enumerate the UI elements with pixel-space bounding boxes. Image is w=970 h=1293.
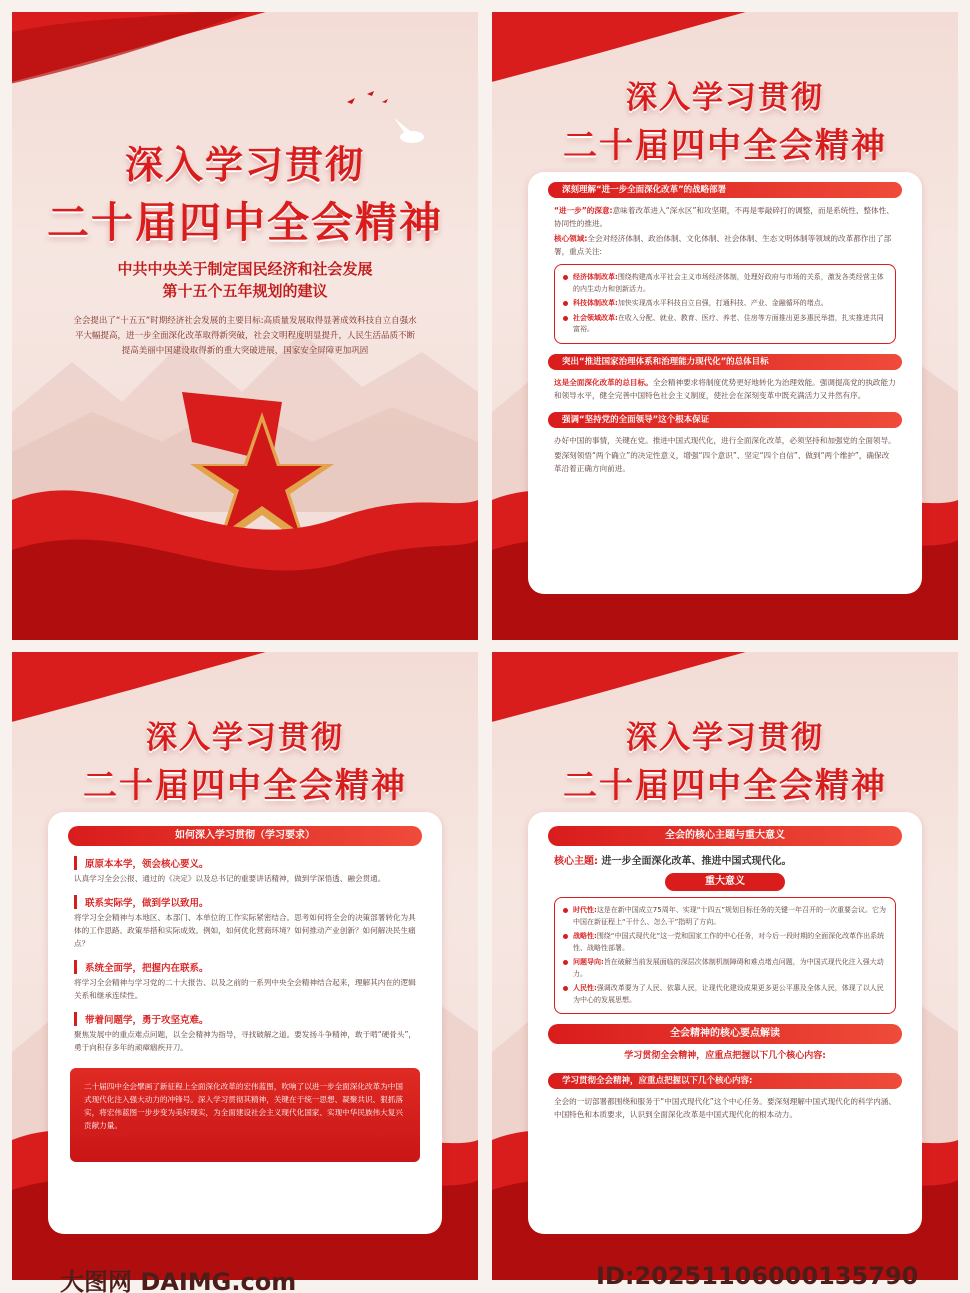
item-label: 经济体制改革: [573,273,618,281]
list-item [563,272,887,295]
item-heading: 系统全面学，把握内在联系。 [74,960,416,974]
item-label: 人民性: [573,984,597,992]
item-text: 将学习全会精神与学习党的二十大报告、以及之前的一系列中央全会精神结合起来，理解其内在的逻辑关系和继承连续性。 [74,978,416,1000]
section-bar: 学习贯彻全会精神，应重点把握以下几个核心内容: [548,1073,902,1089]
item-text: 围绕构建高水平社会主义市场经济体制，处理好政府与市场的关系，激发各类经营主体的内生动力和创新活力。 [573,273,884,293]
poster-study-requirements [12,652,478,1280]
para-label: “进一步”的深意: [554,206,613,215]
subtitle-line2: 第十五个五年规划的建议 [162,282,328,300]
section-bar: 如何深入学习贯彻（学习要求） [68,826,422,846]
poster-title-line2: 二十届四中全会精神 [563,126,887,166]
section-bar: 深刻理解“进一步全面深化改革”的战略部署 [548,182,902,198]
para-text: 全会精神要求将制度优势更好地转化为治理效能。强调提高党的执政能力和领导水平，健全完善中国特色社会主义制度，使社会在深刻变革中既充满活力又井然有序。 [554,377,896,400]
item-text: 这是在新中国成立75周年、实现“十四五”规划目标任务的关键一年召开的一次重要会议。它为中国在新征程上“干什么、怎么干”指明了方向。 [573,906,886,926]
lead-text: 学习贯彻全会精神，应重点把握以下几个核心内容: [624,1051,826,1061]
poster-title-line1: 深入学习贯彻 [124,143,365,187]
list-item [563,957,887,980]
core-theme [554,852,896,867]
watermark-site: 大图网 DAIMG.com [60,1268,297,1293]
para-label: 核心领域: [554,234,588,243]
content-card [528,172,922,594]
item-heading: 原原本本学，领会核心要义。 [74,856,416,870]
poster-cover [12,12,478,640]
item-label: 问题导向: [573,958,604,966]
para-label: 这是全面深化改革的总目标。 [554,377,653,387]
poster-strategy [492,12,958,640]
para-text: 全会对经济体制、政治体制、文化体制、社会体制、生态文明体制等领域的改革都作出了部署，重点关注: [554,234,892,256]
item-text: 在收入分配、就业、教育、医疗、养老、住房等方面推出更多惠民举措，扎实推进共同富裕。 [573,313,884,333]
poster-title-line1: 深入学习贯彻 [146,720,344,756]
item-text: 将学习全会精神与本地区、本部门、本单位的工作实际紧密结合。思考如何将全会的决策部署转化为具体的工作思路、政策举措和实际成效。例如，如何优化营商环境？如何推动产业创新？如何解决民生痛点？ [74,913,416,948]
watermark-id: ID:20251106000135790 [596,1262,919,1290]
item-label: 社会领域改革: [573,313,618,322]
item-label: 科技体制改革: [573,299,618,307]
list-item [563,313,887,336]
item-heading: 联系实际学，做到学以致用。 [74,895,416,909]
list-item [563,931,887,954]
item-text: 旨在破解当前发展面临的深层次体制机制障碍和难点堵点问题，为中国式现代化注入强大动力。 [573,958,884,978]
list-item [563,983,887,1006]
item-text: 加快实现高水平科技自立自强，打通科技、产业、金融循环的堵点。 [617,299,828,307]
paragraph [554,204,896,230]
tail-text: 全会的一切部署都围绕和服务于“中国式现代化”这个中心任务。要深刻理解中国式现代化的科学内涵、中国特色和本质要求，认识到全面深化改革是中国式现代化的根本动力。 [554,1097,896,1119]
poster-title-line1: 深入学习贯彻 [626,80,824,116]
summary-box: 二十届四中全会擘画了新征程上全面深化改革的宏伟蓝图，吹响了以进一步全面深化改革为中国式现代化注入强大动力的冲锋号。深入学习贯彻其精神，关键在于统一思想、凝聚共识、狠抓落实，将宏伟蓝图一步步变为美好现实，为全面建设社会主义现代化国家、实现中华民族伟大复兴贡献力量。 [70,1068,420,1162]
item-heading: 带着问题学，勇于攻坚克难。 [74,1012,416,1026]
list-item [563,298,887,310]
para-text: 意味着改革进入“深水区”和攻坚期，不再是零敲碎打的调整，而是系统性、整体性、协同性的推进。 [554,206,894,228]
paragraph [554,232,896,258]
significance-pill: 重大意义 [665,873,785,891]
section-bar: 突出“推进国家治理体系和治理能力现代化”的总体目标 [548,354,902,370]
poster-title-line2: 二十届四中全会精神 [83,766,407,806]
content-card [48,812,442,1234]
item-text: 围绕“中国式现代化”这一党和国家工作的中心任务，对今后一段时期的全面深化改革作出系统性、战略性部署。 [573,932,885,952]
intro-text: 全会提出了“十五五”时期经济社会发展的主要目标:高质量发展取得显著成效科技自立自强水平大幅提高，进一步全面深化改革取得新突破，社会文明程度明显提升，人民生活品质不断提高美丽中国建设取得新的重大突破进展，国家安全屏障更加巩固 [73,316,417,356]
poster-title-line1: 深入学习贯彻 [626,720,824,756]
list-item [563,905,887,928]
section-bar: 全会的核心主题与重大意义 [548,826,902,846]
significance-box [554,897,896,1014]
content-card [528,812,922,1234]
red-ribbon-top [12,12,302,92]
core-label: 核心主题: [554,856,598,867]
paragraph: 要深刻领悟“两个确立”的决定性意义，增强“四个意识”、坚定“四个自信”、做到“两个维护”，确保改革沿着正确方向前进。 [554,450,890,473]
item-text: 强调改革要为了人民、依靠人民，让现代化建设成果更多更公平惠及全体人民，体现了以人民为中心的发展思想。 [573,984,884,1004]
section-bar: 全会精神的核心要点解读 [548,1024,902,1044]
item-label: 战略性: [573,932,597,940]
core-text: 进一步全面深化改革、推进中国式现代化。 [601,856,792,867]
item-label: 时代性: [573,906,597,914]
poster-core-theme [492,652,958,1280]
paragraph: 办好中国的事情，关键在党。推进中国式现代化，进行全面深化改革，必须坚持和加强党的全面领导。 [554,435,896,445]
section-bar: 强调“坚持党的全面领导”这个根本保证 [548,412,902,428]
red-silk-bottom [12,440,478,640]
poster-title-line2: 二十届四中全会精神 [563,766,887,806]
poster-title-line2: 二十届四中全会精神 [46,198,443,247]
reform-areas-box [554,264,896,344]
item-text: 认真学习全会公报、通过的《决定》以及总书记的重要讲话精神，做到学深悟透、融会贯通。 [74,874,386,883]
item-text: 聚焦发展中的重点难点问题，以全会精神为指导，寻找破解之道。要发扬斗争精神，敢于啃“硬骨头”，勇于向积存多年的顽瘴痼疾开刀。 [74,1030,416,1052]
subtitle-line1: 中共中央关于制定国民经济和社会发展 [117,260,373,278]
paragraph [554,376,896,402]
